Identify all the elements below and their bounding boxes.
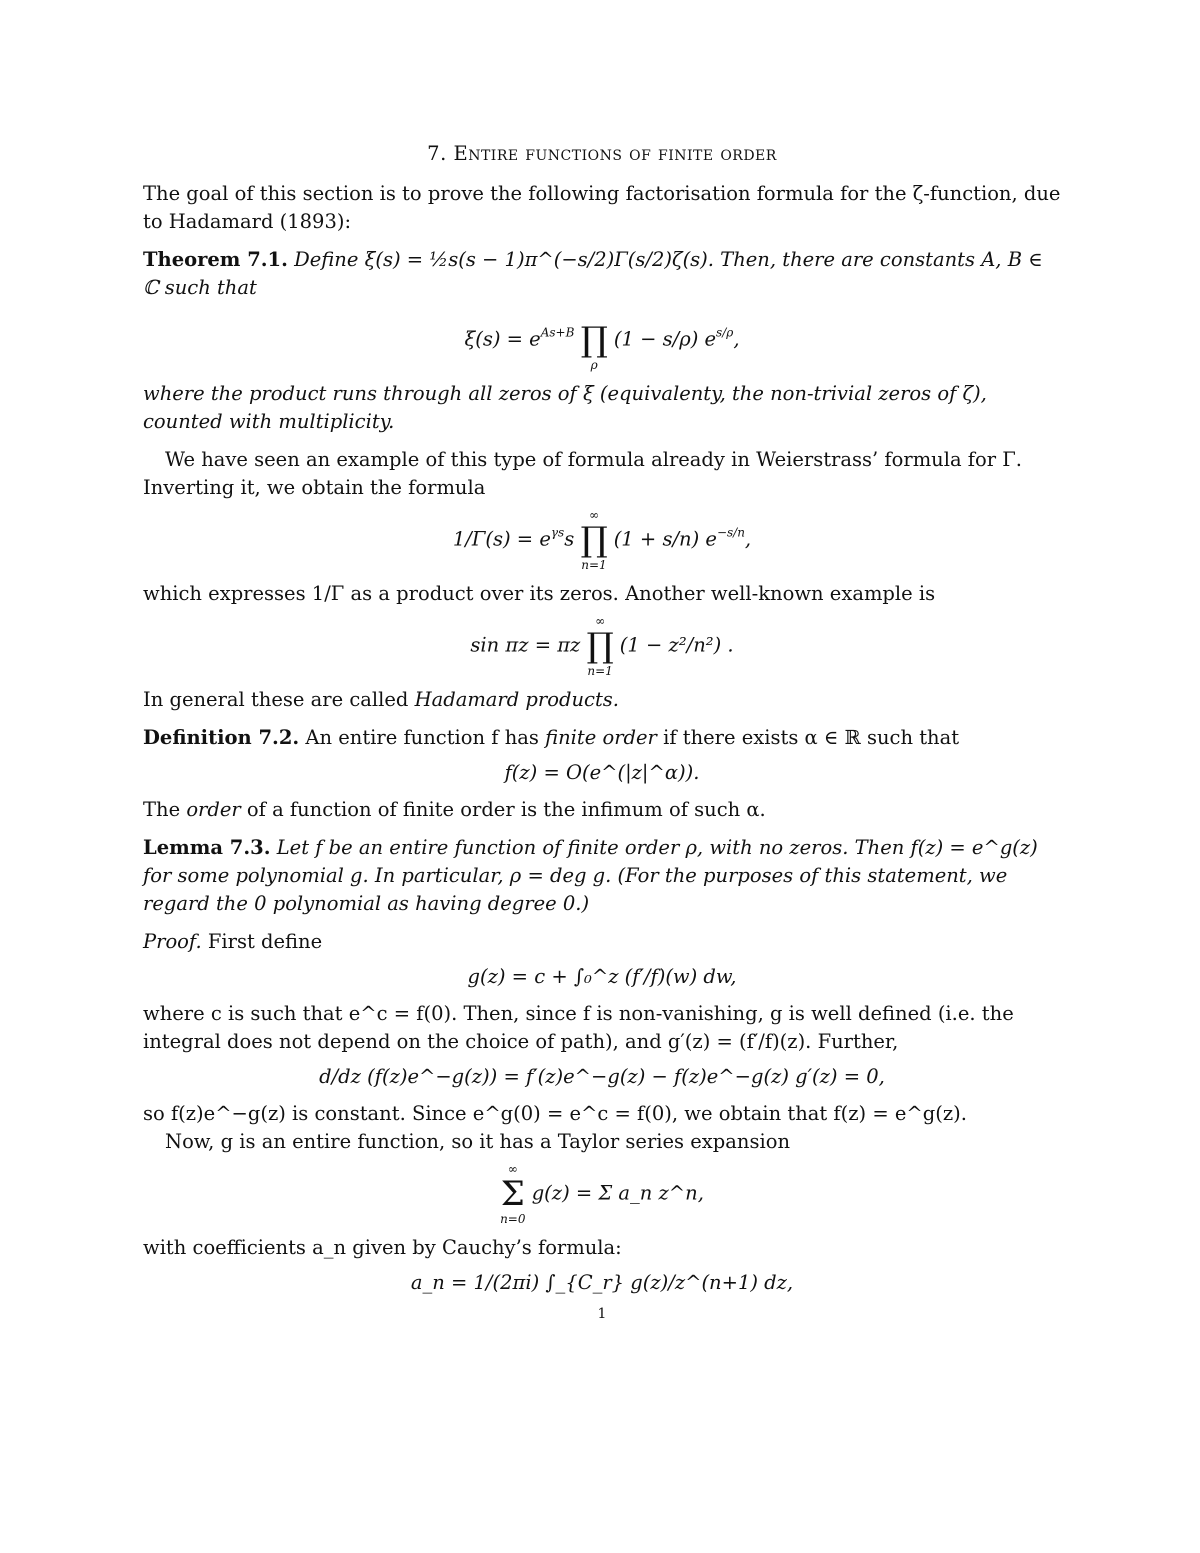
xi-factor: (1 − s/ρ) e bbox=[613, 327, 717, 351]
definition-term: finite order bbox=[545, 726, 657, 749]
definition-text-a: An entire function f has bbox=[299, 726, 546, 749]
page-number: 1 bbox=[597, 1306, 607, 1322]
gamma-lower: n=1 bbox=[581, 558, 607, 572]
gamma-mid: s bbox=[564, 527, 575, 551]
g-definition-formula: g(z) = c + ∫₀^z (f′/f)(w) dw, bbox=[467, 965, 737, 988]
theorem-label: Theorem 7.1. bbox=[143, 248, 288, 271]
finite-order-formula: f(z) = O(e^(|z|^α)). bbox=[504, 761, 700, 784]
taylor-upper: ∞ bbox=[507, 1162, 518, 1176]
xi-exponent: As+B bbox=[540, 325, 575, 340]
gamma-exp-2: −s/n bbox=[716, 525, 745, 540]
section-title: 7. Entire functions of finite order bbox=[427, 142, 777, 165]
order-definition bbox=[143, 796, 1061, 824]
theorem-7-1 bbox=[143, 246, 1061, 302]
xi-product-formula: $\xi(s) = e^{As+B}$ ∏ ρ (1 − s/ρ) $e^{s/\rho}$, bbox=[143, 308, 1061, 372]
definition-label: Definition 7.2. bbox=[143, 726, 300, 749]
xi-product-symbol: ∏ ρ bbox=[580, 320, 608, 372]
order-text-a: The bbox=[143, 798, 187, 821]
document-page bbox=[143, 140, 1061, 1322]
sine-upper: ∞ bbox=[595, 614, 606, 628]
proof-label: Proof. bbox=[143, 930, 202, 953]
hadamard-prefix: In general these are called bbox=[143, 688, 415, 711]
taylor-series: g(z) = Σ a_n z^n, bbox=[531, 1181, 704, 1205]
gamma-product-symbol: ∞ ∏ n=1 bbox=[580, 508, 608, 572]
xi-product-index: ρ bbox=[590, 358, 598, 372]
sine-product-formula bbox=[143, 614, 1061, 678]
taylor-sum-symbol: ∞ Σ n=0 bbox=[500, 1162, 526, 1226]
proof-paragraph-3: Now, g is an entire function, so it has a Taylor series expansion bbox=[165, 1130, 790, 1153]
proof-paragraph-2: so f(z)e^−g(z) is constant. Since e^g(0) = e^c = f(0), we obtain that f(z) = e^g(z). bbox=[143, 1102, 967, 1125]
lemma-statement: Let f be an entire function of finite order ρ, with no zeros. Then f(z) = e^g(z) for some polynomial g. In particular, ρ = deg g. (For the purposes of this statement, we regard the 0 polynomial as having degree 0.) bbox=[143, 836, 1038, 915]
taylor-lower: n=0 bbox=[500, 1212, 526, 1226]
xi-factor-exponent: s/ρ bbox=[716, 325, 734, 340]
cauchy-formula: a_n = 1/(2πi) ∫_{C_r} g(z)/z^(n+1) dz, bbox=[410, 1271, 794, 1294]
lemma-7-3 bbox=[143, 834, 1061, 918]
gamma-exp-1: γs bbox=[550, 525, 565, 540]
sine-lhs: sin πz = πz bbox=[470, 633, 581, 657]
sine-factor: (1 − z²/n²) . bbox=[619, 633, 734, 657]
definition-text-b: if there exists α ∈ ℝ such that bbox=[656, 726, 960, 749]
hadamard-term: Hadamard products. bbox=[414, 688, 619, 711]
theorem-remark: where the product runs through all zeros of ξ (equivalenty, the non-trivial zeros of ζ), counted with multiplicity. bbox=[143, 382, 987, 433]
order-term: order bbox=[186, 798, 241, 821]
gamma-upper: ∞ bbox=[588, 508, 599, 522]
proof-paragraph-4: with coefficients a_n given by Cauchy’s formula: bbox=[143, 1236, 622, 1259]
xi-lhs: ξ(s) = e bbox=[464, 327, 541, 351]
definition-7-2 bbox=[143, 724, 1061, 752]
taylor-formula bbox=[143, 1162, 1061, 1226]
proof-text: First define bbox=[201, 930, 323, 953]
sine-lower: n=1 bbox=[587, 664, 613, 678]
order-text-b: of a function of finite order is the infimum of such α. bbox=[240, 798, 766, 821]
gamma-lhs: 1/Γ(s) = e bbox=[452, 527, 551, 551]
theorem-statement: Define ξ(s) = ½s(s − 1)π^(−s/2)Γ(s/2)ζ(s). Then, there are constants A, B ∈ ℂ such that bbox=[143, 248, 1043, 299]
weierstrass-paragraph: We have seen an example of this type of formula already in Weierstrass’ formula for Γ. Inverting it, we obtain the formula bbox=[143, 448, 1023, 499]
gamma-factor: (1 + s/n) e bbox=[613, 527, 717, 551]
lemma-label: Lemma 7.3. bbox=[143, 836, 271, 859]
gamma-product-formula: $1/\Gamma(s) = e^{\gamma s}s$ ∞ ∏ n=1 (1 + s/n) $e^{-s/n}$, bbox=[452, 508, 752, 572]
derivative-formula: d/dz (f(z)e^−g(z)) = f′(z)e^−g(z) − f(z)e^−g(z) g′(z) = 0, bbox=[319, 1065, 885, 1088]
hadamard-paragraph bbox=[143, 686, 1061, 714]
intro-paragraph: The goal of this section is to prove the following factorisation formula for the ζ-function, due to Hadamard (1893): bbox=[143, 182, 1061, 233]
sine-product-symbol: ∞ ∏ n=1 bbox=[586, 614, 614, 678]
expresses-paragraph: which expresses 1/Γ as a product over its zeros. Another well-known example is bbox=[143, 582, 936, 605]
proof-start bbox=[143, 928, 1061, 956]
proof-paragraph-1: where c is such that e^c = f(0). Then, since f is non-vanishing, g is well defined (i.e. the integral does not depend on the choice of path), and g′(z) = (f′/f)(z). Further, bbox=[143, 1002, 1014, 1053]
